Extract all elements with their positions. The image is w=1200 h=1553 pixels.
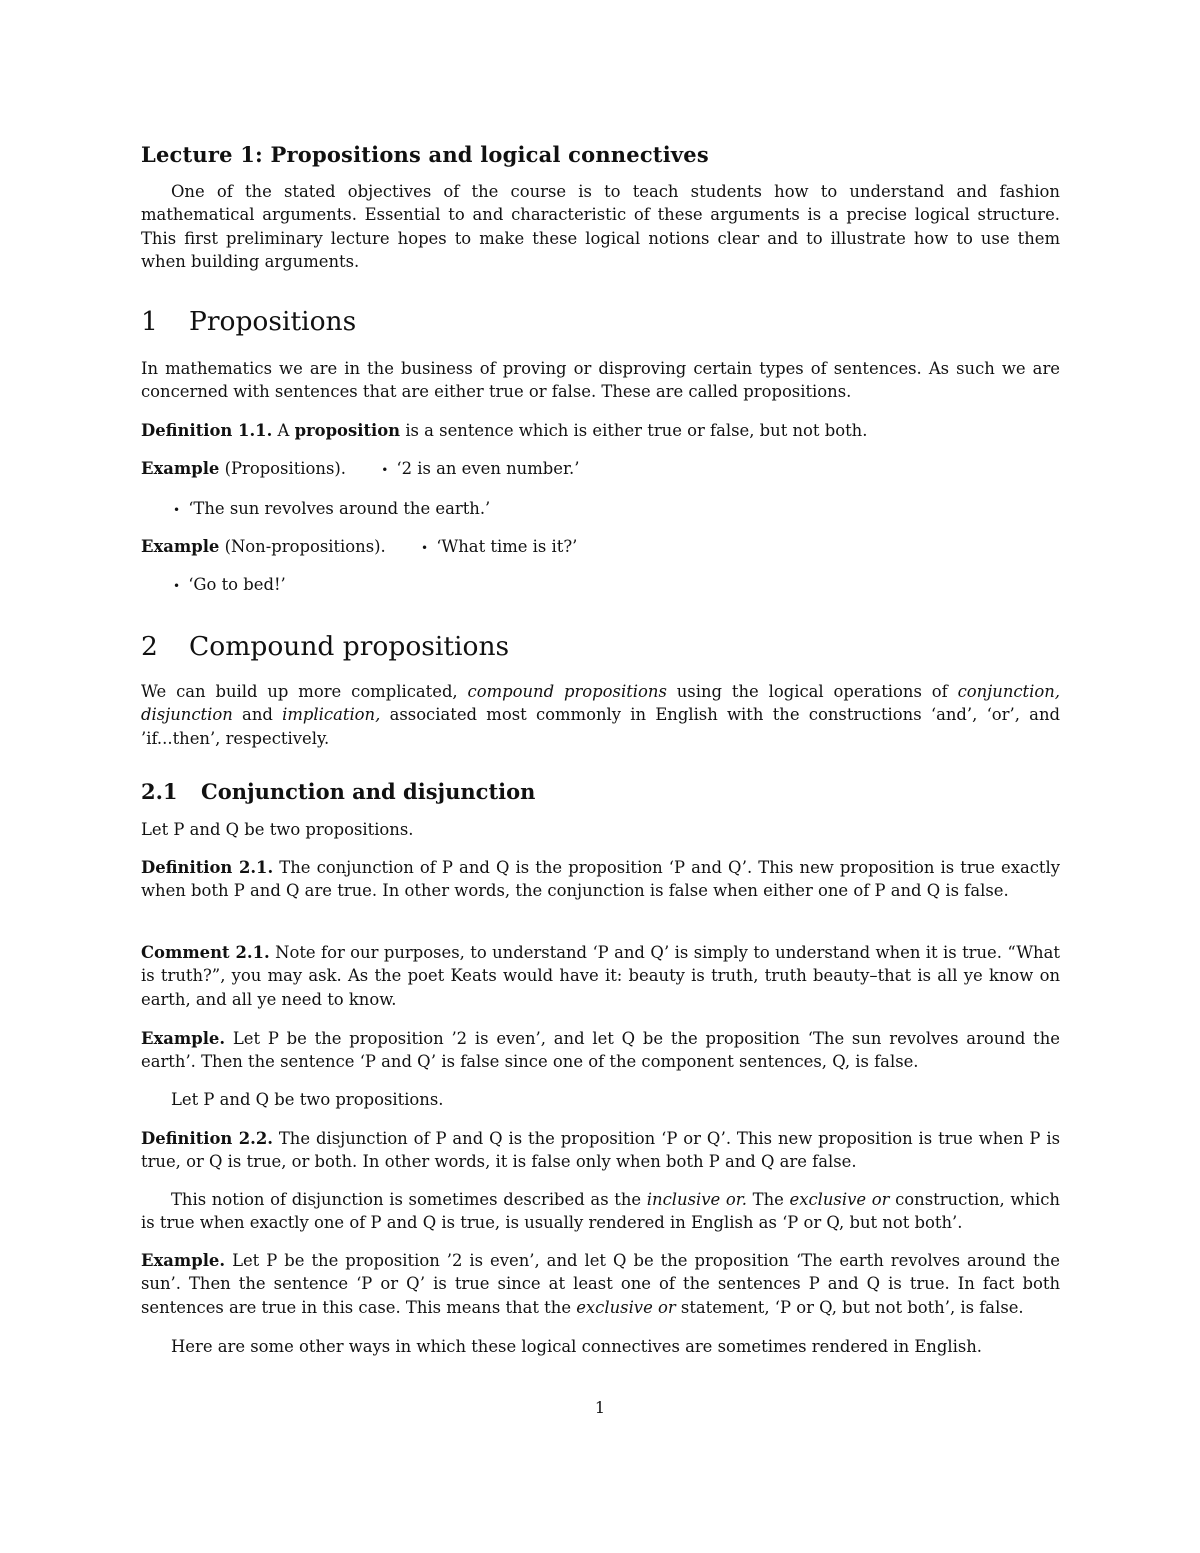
section-1-heading: [141, 307, 1060, 337]
section-number: 2: [141, 631, 158, 662]
definition-label: Definition 1.1.: [141, 421, 273, 440]
bullet-icon: •: [173, 503, 181, 517]
definition-1-1: Definition 1.1. A proposition is a sentence which is either true or false, but not both.: [141, 421, 868, 440]
bullet-icon: •: [420, 541, 429, 555]
let-pq-paragraph-2: Let P and Q be two propositions.: [171, 1090, 444, 1109]
comment-2-1: Comment 2.1. Note for our purposes, to understand ‘P and Q’ is simply to understand when it is true. “What is truth?”, you may ask. As the poet Keats would have it: beauty is truth, truth beauty–that is all ye know on earth, and all ye need to know.: [141, 943, 1060, 1009]
definition-2-1: Definition 2.1. The conjunction of P and Q is the proposition ‘P and Q’. This new proposition is true exactly when both P and Q are true. In other words, the conjunction is false when either one of P and Q is false.: [141, 858, 1060, 901]
example-disjunction: Example. Let P be the proposition ’2 is even’, and let Q be the proposition ‘The earth revolves around the sun’. Then the sentence ‘P or Q’ is true since at least one of the sentences P and Q is true. In fact both sentences are true in this case. This means that the exclusive or statement, ‘P or Q, but not both’, is false.: [141, 1251, 1060, 1317]
definition-label: Definition 2.1.: [141, 858, 274, 877]
example-label: Example: [141, 459, 220, 478]
example-non-propositions: Example (Non-propositions). • ‘What time is it?’: [141, 535, 1060, 560]
bullet-icon: •: [173, 579, 181, 593]
definition-label: Definition 2.2.: [141, 1129, 273, 1148]
comment-label: Comment 2.1.: [141, 943, 270, 962]
bullet-icon: •: [381, 463, 389, 477]
example-propositions-item-2: [141, 497, 1060, 522]
list-item: ‘2 is an even number.’: [396, 459, 580, 478]
intro-paragraph: One of the stated objectives of the course is to teach students how to understand and fashion mathematical arguments. Essential to and characteristic of these arguments is a precise logical structure. This first preliminary lecture hopes to make these logical notions clear and to illustrate how to use them when building arguments.: [141, 182, 1060, 271]
section-1-paragraph: In mathematics we are in the business of proving or disproving certain types of sentences. As such we are concerned with sentences that are either true or false. These are called propositions.: [141, 359, 1060, 402]
section-2-paragraph: We can build up more complicated, compound propositions using the logical operations of conjunction, disjunction and implication, associated most commonly in English with the constructions ‘and’, ‘or’, and ’if...then’, respectively.: [141, 682, 1061, 748]
definition-2-2: Definition 2.2. The disjunction of P and Q is the proposition ‘P or Q’. This new proposition is true when P is true, or Q is true, or both. In other words, it is false only when both P and Q are false.: [141, 1129, 1060, 1172]
subsection-number: 2.1: [141, 779, 178, 804]
section-title: Propositions: [189, 306, 357, 337]
example-label: Example.: [141, 1029, 226, 1048]
subsection-2-1-heading: [141, 779, 1060, 805]
section-2-heading: [141, 632, 1060, 662]
lecture-title: Lecture 1: Propositions and logical connectives: [141, 142, 709, 167]
subsection-title: Conjunction and disjunction: [201, 779, 536, 804]
list-item: ‘The sun revolves around the earth.’: [188, 499, 491, 518]
page-number: 1: [594, 1398, 606, 1417]
section-number: 1: [141, 306, 158, 337]
example-non-propositions-item-2: [141, 573, 1060, 598]
list-item: ‘Go to bed!’: [188, 575, 286, 594]
example-label: Example: [141, 537, 220, 556]
list-item: ‘What time is it?’: [436, 537, 578, 556]
let-pq-paragraph: Let P and Q be two propositions.: [141, 820, 414, 839]
section-title: Compound propositions: [189, 631, 510, 662]
example-label: Example.: [141, 1251, 226, 1270]
disjunction-paragraph: This notion of disjunction is sometimes described as the inclusive or. The exclusive or construction, which is true when exactly one of P and Q is true, is usually rendered in English as ‘P or Q, but not both’.: [141, 1190, 1060, 1233]
closing-paragraph: Here are some other ways in which these logical connectives are sometimes rendered in English.: [171, 1337, 983, 1356]
example-conjunction: Example. Let P be the proposition ’2 is even’, and let Q be the proposition ‘The sun revolves around the earth’. Then the sentence ‘P and Q’ is false since one of the component sentences, Q, is false.: [141, 1029, 1061, 1072]
definition-term: proposition: [294, 421, 401, 440]
example-propositions: Example (Propositions). • ‘2 is an even number.’: [141, 457, 1060, 482]
